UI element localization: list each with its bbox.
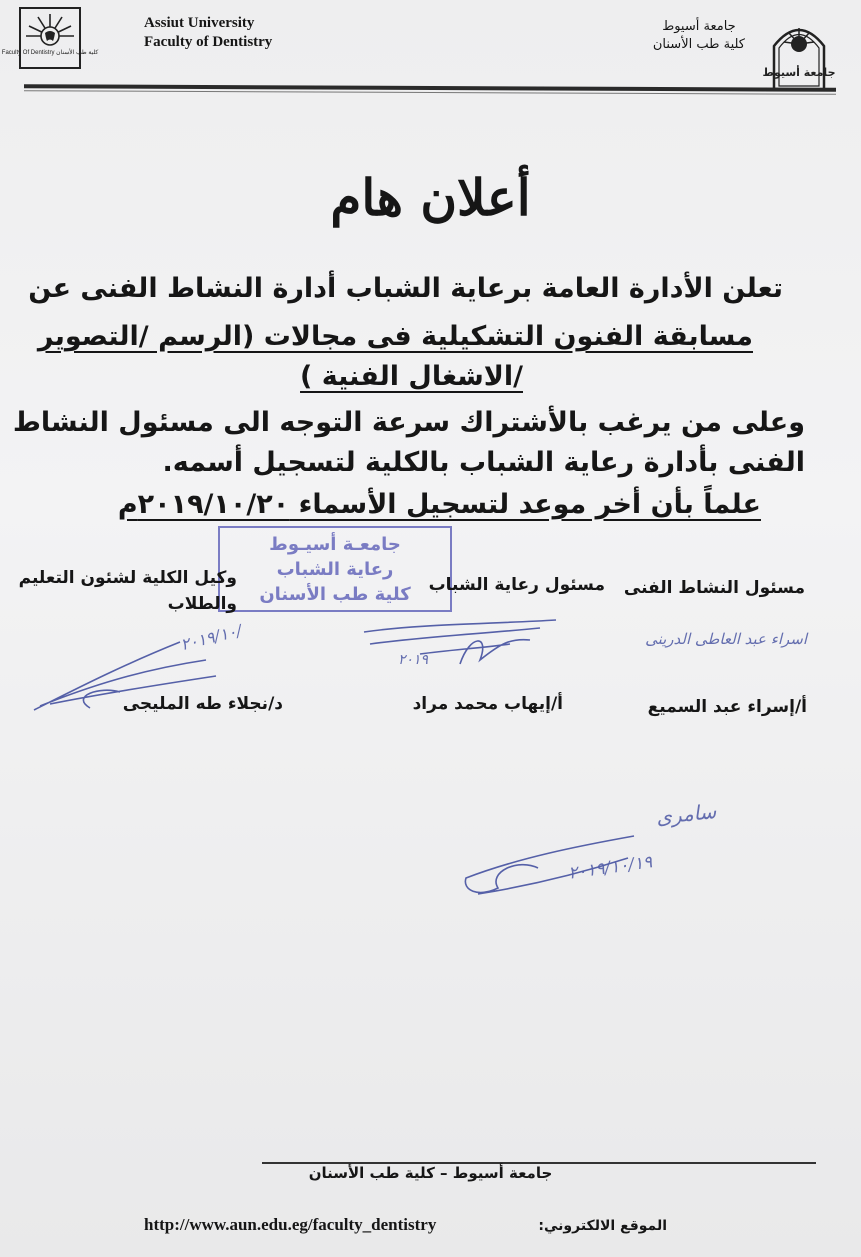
announcement-title: أعلان هام xyxy=(330,168,531,227)
name-art-activity-officer: أ/إسراء عبد السميع xyxy=(647,697,807,717)
assiut-university-logo xyxy=(762,16,836,94)
university-name-ar: جامعة أسيوط xyxy=(662,19,736,34)
role-youth-care-officer: مسئول رعاية الشباب xyxy=(428,575,605,595)
announcement-line-1: تعلن الأدارة العامة برعاية الشباب أدارة النشاط الفنى عن xyxy=(28,273,783,304)
left-logo-text: Faculty Of Dentistry كلية طب الأسنان xyxy=(1,50,99,56)
arabic-header xyxy=(653,18,745,54)
role-vice-dean-line-2: والطلاب xyxy=(167,594,237,614)
right-logo-text: جامعة أسيوط xyxy=(762,66,836,79)
footer-website-label: الموقع الالكتروني: xyxy=(538,1218,667,1234)
footer-address: جامعة أسيوط – كلية طب الأسنان xyxy=(308,1164,553,1182)
stamp-line-1: جامعـة أسيـوط xyxy=(269,534,401,555)
official-stamp xyxy=(218,526,452,612)
role-vice-dean-line-1: وكيل الكلية لشئون التعليم xyxy=(18,568,237,588)
english-header xyxy=(144,14,272,52)
announcement-line-3: /الاشغال الفنية ) xyxy=(300,361,523,392)
announcement-deadline: علماً بأن أخر موعد لتسجيل الأسماء ٢٠١٩/١٠/٢٠م xyxy=(117,489,761,520)
handwritten-date-1: ٢٠١٩/١٠/ xyxy=(178,620,244,655)
handwritten-name: اسراء عبد العاطى الدرينى xyxy=(645,630,807,648)
announcement-line-4: وعلى من يرغب بالأشتراك سرعة التوجه الى مسئول النشاط xyxy=(12,407,805,438)
stamp-line-2: رعاية الشباب xyxy=(276,559,394,580)
university-name-en: Assiut University xyxy=(144,15,255,31)
handwritten-note: سامرى xyxy=(654,798,718,830)
faculty-name-en: Faculty of Dentistry xyxy=(144,34,273,50)
name-youth-care-officer: أ/إيهاب محمد مراد xyxy=(412,694,563,714)
faculty-of-dentistry-logo xyxy=(1,6,99,70)
stamp-line-3: كلية طب الأسنان xyxy=(259,584,411,605)
signature-youth-care-officer xyxy=(360,614,560,672)
role-art-activity-officer: مسئول النشاط الفنى xyxy=(623,578,805,598)
announcement-line-5: الفنى بأدارة رعاية الشباب بالكلية لتسجيل أسمه. xyxy=(162,447,805,478)
handwritten-date-3: ٢٠١٩/١٠/١٩ xyxy=(567,852,654,884)
faculty-name-ar: كلية طب الأسنان xyxy=(652,37,745,52)
footer-website-url[interactable]: http://www.aun.edu.eg/faculty_dentistry xyxy=(144,1215,437,1234)
role-vice-dean xyxy=(19,565,237,617)
handwritten-date-2: ٢٠١٩ xyxy=(398,652,429,668)
announcement-line-2: مسابقة الفنون التشكيلية فى مجالات (الرسم /التصوير xyxy=(37,321,753,352)
name-vice-dean: د/نجلاء طه المليجى xyxy=(122,694,283,714)
